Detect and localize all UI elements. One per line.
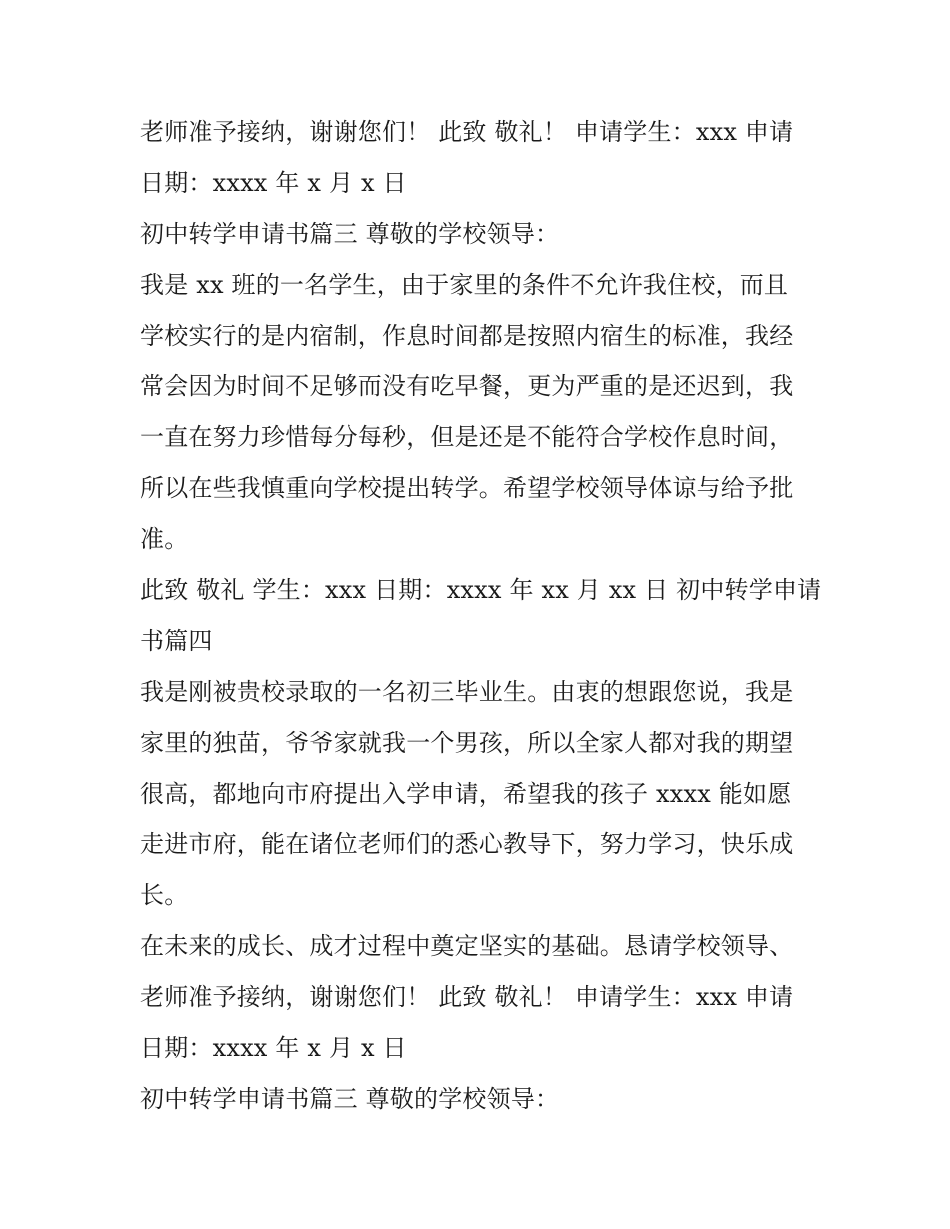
text-line: 常会因为时间不足够而没有吃早餐，更为严重的是还迟到，我 [140,372,794,401]
text-line: 学校实行的是内宿制，作息时间都是按照内宿生的标准，我经 [140,321,794,350]
text-line: 我是刚被贵校录取的一名初三毕业生。由衷的想跟您说，我是 [140,677,794,706]
text-line: 日期：xxxx 年 x 月 x 日 [140,168,407,197]
text-line: 初中转学申请书篇三 尊敬的学校领导： [140,1084,560,1113]
text-line: 老师准予接纳，谢谢您们！ 此致 敬礼！ 申请学生：xxx 申请 [140,983,794,1012]
text-line: 家里的独苗，爷爷家就我一个男孩，所以全家人都对我的期望 [140,728,794,757]
text-line: 一直在努力珍惜每分每秒，但是还是不能符合学校作息时间， [140,423,794,452]
text-line: 初中转学申请书篇三 尊敬的学校领导： [140,219,560,248]
text-line: 所以在些我慎重向学校提出转学。希望学校领导体谅与给予批 [140,474,794,503]
document-body [140,107,820,1125]
text-line: 长。 [140,881,189,910]
text-line: 书篇四 [140,626,213,655]
text-line: 在未来的成长、成才过程中奠定坚实的基础。恳请学校领导、 [140,932,794,961]
text-line: 此致 敬礼 学生：xxx 日期：xxxx 年 xx 月 xx 日 初中转学申请 [140,576,822,605]
text-line: 准。 [140,525,189,554]
text-line: 我是 xx 班的一名学生，由于家里的条件不允许我住校，而且 [140,270,789,299]
text-line: 日期：xxxx 年 x 月 x 日 [140,1034,407,1063]
text-line: 走进市府，能在诸位老师们的悉心教导下，努力学习，快乐成 [140,830,794,859]
text-line: 很高，都地向市府提出入学申请，希望我的孩子 xxxx 能如愿 [140,779,792,808]
text-line: 老师准予接纳，谢谢您们！ 此致 敬礼！ 申请学生：xxx 申请 [140,118,794,146]
